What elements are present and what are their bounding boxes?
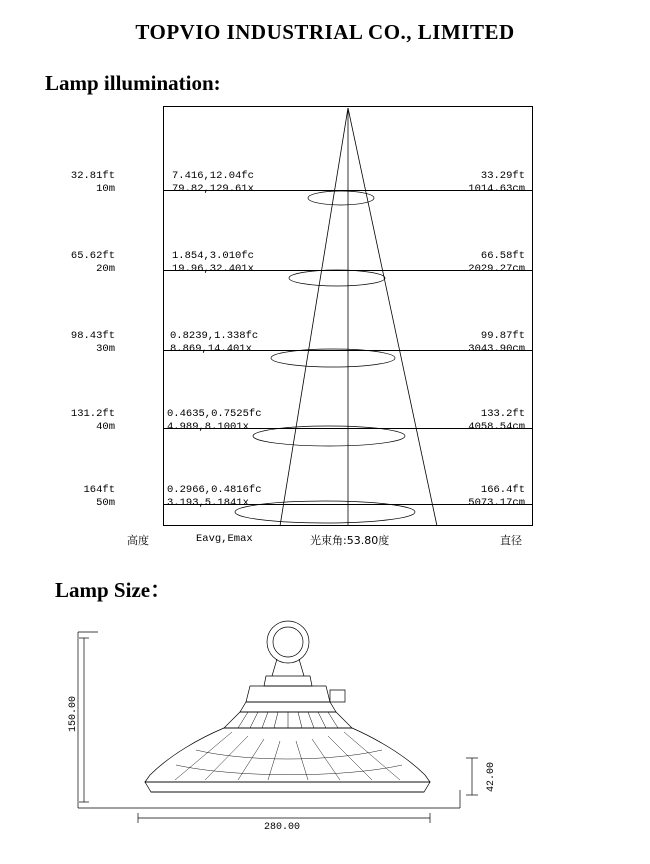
row-values-lx: 8.869,14.401x (170, 343, 252, 355)
footer-eavg-emax-label: Eavg,Emax (196, 533, 253, 545)
row-values-lx: 4.989,8.1001x (167, 421, 249, 433)
row-diameter-cm: 3043.90cm (468, 343, 525, 355)
row-diameter-cm: 4058.54cm (468, 421, 525, 433)
row-values-lx: 19.96,32.401x (172, 263, 254, 275)
row-height-m: 50m (96, 497, 115, 509)
row-height-m: 40m (96, 421, 115, 433)
footer-beam-angle-label: 光束角:53.80度 (310, 534, 390, 547)
row-diameter-ft: 133.2ft (480, 408, 525, 420)
row-height-m: 20m (96, 263, 115, 275)
row-height-ft: 131.2ft (70, 408, 115, 420)
row-values-lx: 3.193,5.1841x (167, 497, 249, 509)
section-heading-illumination: Lamp illumination: (45, 71, 221, 95)
row-values-fc: 0.2966,0.4816fc (167, 484, 262, 496)
row-values-fc: 7.416,12.04fc (172, 170, 254, 182)
row-height-ft: 65.62ft (70, 250, 115, 262)
lamp-size-drawing (0, 610, 650, 850)
row-diameter-cm: 2029.27cm (468, 263, 525, 275)
dimension-width: 280.00 (264, 822, 301, 833)
row-diameter-ft: 33.29ft (480, 170, 525, 182)
row-values-fc: 1.854,3.010fc (172, 250, 254, 262)
row-diameter-ft: 166.4ft (480, 484, 525, 496)
section-heading-lamp-size: Lamp Size： (55, 578, 172, 602)
page-title: TOPVIO INDUSTRIAL CO., LIMITED (135, 20, 515, 44)
dimension-height: 150.00 (68, 695, 79, 732)
row-height-ft: 164ft (83, 484, 115, 496)
row-diameter-cm: 5073.17cm (468, 497, 525, 509)
lamp-outline-graphic (0, 610, 650, 850)
row-values-fc: 0.8239,1.338fc (170, 330, 259, 342)
row-height-ft: 32.81ft (70, 170, 115, 182)
row-values-fc: 0.4635,0.7525fc (167, 408, 262, 420)
footer-height-label: 高度 (127, 534, 149, 547)
row-diameter-cm: 1014.63cm (468, 183, 525, 195)
row-height-ft: 98.43ft (70, 330, 115, 342)
row-diameter-ft: 99.87ft (480, 330, 525, 342)
footer-diameter-label: 直径 (500, 534, 522, 547)
row-height-m: 30m (96, 343, 115, 355)
illumination-diagram (0, 102, 650, 552)
row-diameter-ft: 66.58ft (480, 250, 525, 262)
row-values-lx: 79.82,129.61x (172, 183, 254, 195)
dimension-bottom-height: 42.00 (486, 761, 497, 792)
row-height-m: 10m (96, 183, 115, 195)
